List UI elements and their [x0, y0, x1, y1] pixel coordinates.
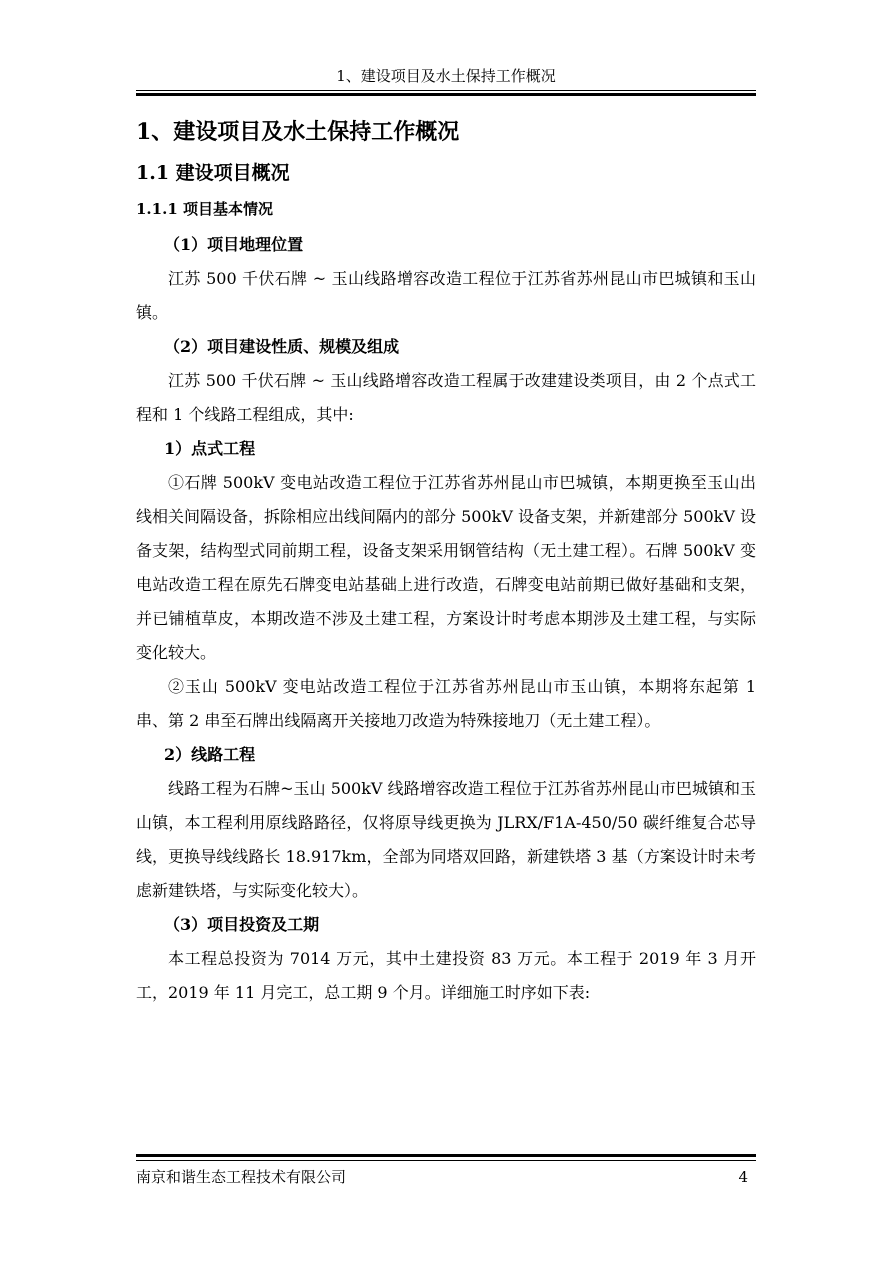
company-name: 南京和谐生态工程技术有限公司 — [136, 1168, 347, 1186]
section-heading: 1.1 建设项目概况 — [136, 162, 290, 184]
header-rule-thin — [136, 90, 756, 91]
footer-rule-thick — [136, 1154, 756, 1157]
running-footer — [136, 1166, 756, 1188]
page-number: 4 — [738, 1168, 748, 1186]
paragraph-shipai-substation: ①石牌 500kV 变电站改造工程位于江苏省苏州昆山市巴城镇，本期更换至玉山出线相关间隔设备，拆除相应出线间隔内的部分 500kV 设备支架，并新建部分 500kV 设备支架，结构型式同前期工程，设备支架采用钢管结构（无土建工程）。石牌 500kV 变电站改造工程在原先石牌变电站基础上进行改造，石牌变电站前期已做好基础和支架，并已铺植草皮，本期改造不涉及土建工程，方案设计时考虑本期涉及土建工程，与实际变化较大。 — [136, 473, 756, 662]
header-rule-thick — [136, 93, 756, 96]
paragraph-location: 江苏 500 千伏石牌 ~ 玉山线路增容改造工程位于江苏省苏州昆山市巴城镇和玉山镇。 — [136, 269, 756, 322]
subitem-heading-line-works: 2）线路工程 — [164, 745, 256, 764]
paragraph-line-works: 线路工程为石牌~玉山 500kV 线路增容改造工程位于江苏省苏州昆山市巴城镇和玉山镇，本工程利用原线路路径，仅将原导线更换为 JLRX/F1A-450/50 碳纤维复合芯导线，更换导线线路长 18.917km，全部为同塔双回路，新建铁塔 3 基（方案设计时未考虑新建铁塔，与实际变化较大）。 — [136, 779, 756, 900]
item-heading-investment-schedule: （3）项目投资及工期 — [164, 915, 320, 934]
running-header: 1、建设项目及水土保持工作概况 — [336, 67, 556, 85]
paragraph-investment-schedule: 本工程总投资为 7014 万元，其中土建投资 83 万元。本工程于 2019 年 3 月开工，2019 年 11 月完工，总工期 9 个月。详细施工时序如下表: — [136, 949, 756, 1002]
footer-rule-thin — [136, 1160, 756, 1161]
item-heading-location: （1）项目地理位置 — [164, 235, 304, 254]
paragraph-yushan-substation: ②玉山 500kV 变电站改造工程位于江苏省苏州昆山市玉山镇，本期将东起第 1 串、第 2 串至石牌出线隔离开关接地刀改造为特殊接地刀（无土建工程）。 — [136, 677, 756, 730]
chapter-heading: 1、建设项目及水土保持工作概况 — [136, 119, 460, 145]
paragraph-composition: 江苏 500 千伏石牌 ~ 玉山线路增容改造工程属于改建建设类项目，由 2 个点式工程和 1 个线路工程组成，其中: — [136, 371, 756, 424]
subsection-heading: 1.1.1 项目基本情况 — [136, 200, 273, 218]
subitem-heading-point-works: 1）点式工程 — [164, 439, 256, 458]
item-heading-nature-scale: （2）项目建设性质、规模及组成 — [164, 337, 400, 356]
page-content — [136, 112, 756, 1010]
